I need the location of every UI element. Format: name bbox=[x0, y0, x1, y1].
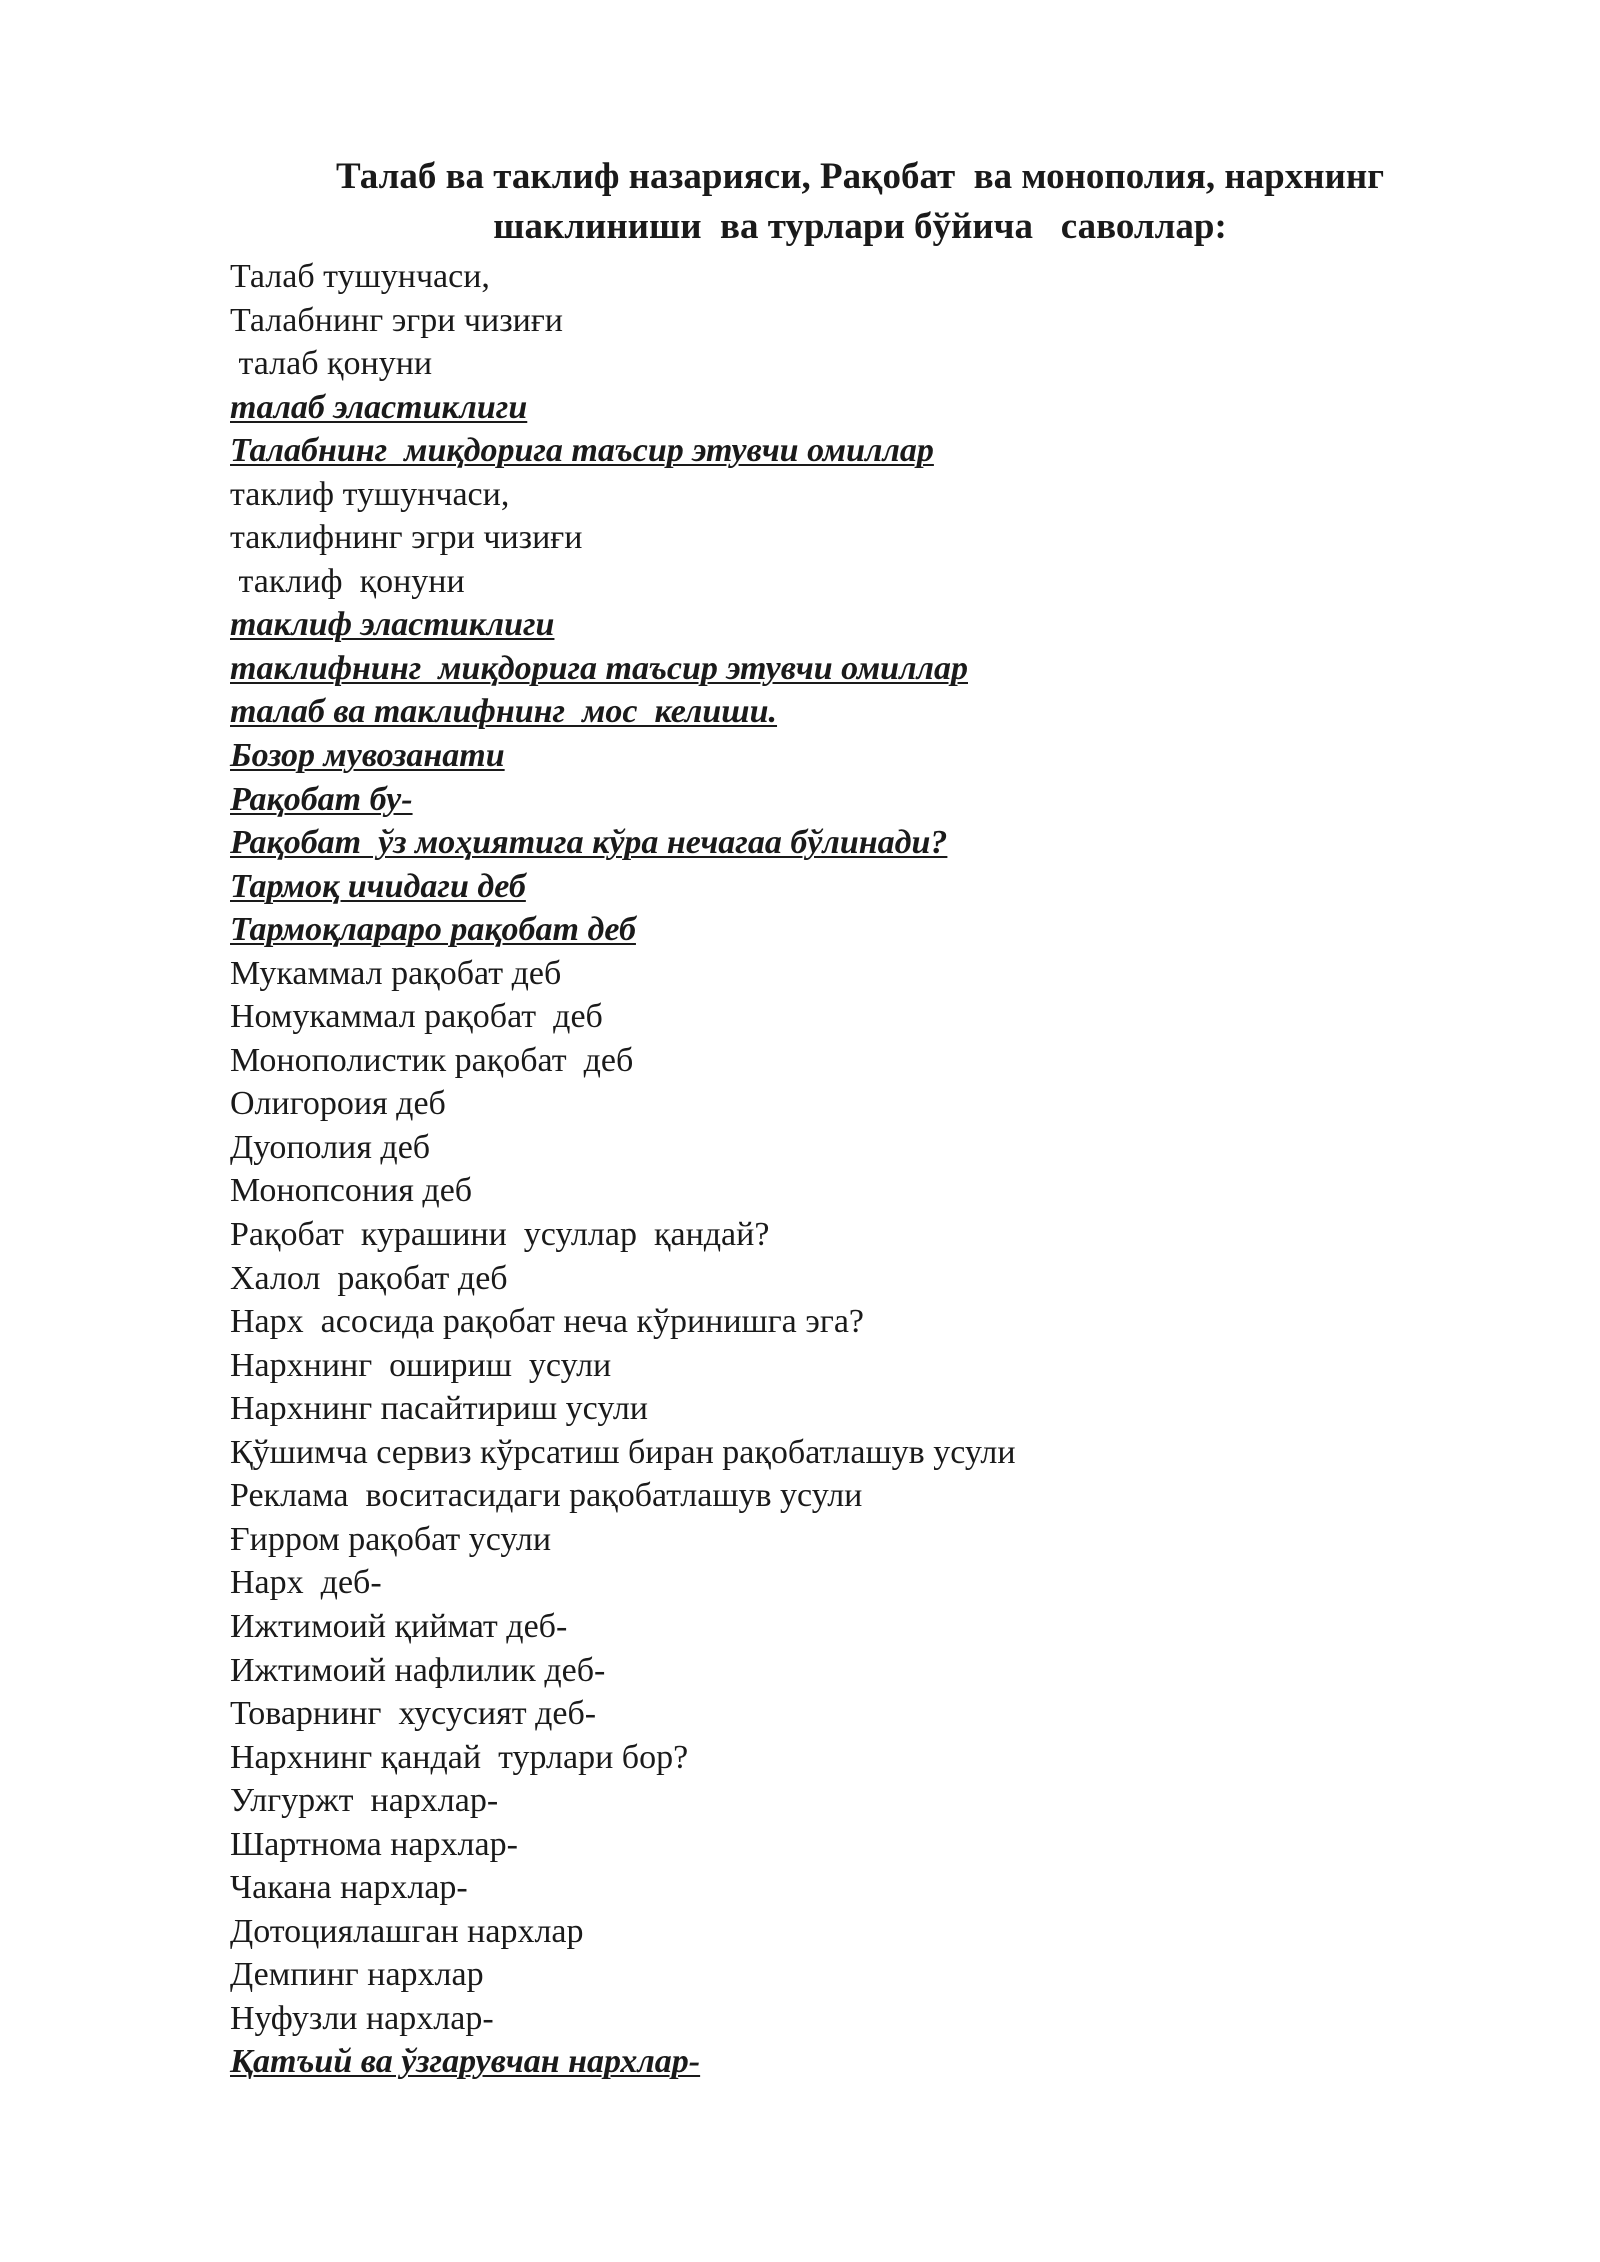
list-item-emphasized: Тармоқ ичидаги деб bbox=[230, 867, 526, 905]
list-item: Товарнинг хусусият деб- bbox=[230, 1695, 597, 1733]
list-item: талаб қонуни bbox=[230, 345, 433, 383]
list-item-emphasized: талаб эластиклиги bbox=[230, 388, 528, 426]
list-item: Нархнинг қандай турлари бор? bbox=[230, 1738, 689, 1776]
list-item: Монопсония деб bbox=[230, 1172, 473, 1210]
list-item-emphasized: Талабнинг миқдорига таъсир этувчи омиллар bbox=[230, 432, 934, 470]
list-item: Олигороия деб bbox=[230, 1085, 446, 1123]
list-item-emphasized: Тармоқлараро рақобат деб bbox=[230, 911, 636, 949]
list-item: Демпинг нархлар bbox=[230, 1956, 484, 1994]
list-item-emphasized: Рақобат ўз моҳиятига кўра нечагаа бўлинади? bbox=[230, 824, 948, 862]
list-item: Талаб тушунчаси, bbox=[230, 258, 490, 295]
list-item-emphasized: Қатъий ва ўзгарувчан нархлар- bbox=[230, 2043, 701, 2081]
list-item: Рақобат курашини усуллар қандай? bbox=[230, 1216, 770, 1254]
list-item-emphasized: таклиф эластиклиги bbox=[230, 606, 555, 644]
list-item: Нарх деб- bbox=[230, 1564, 382, 1602]
list-item: Улгуржт нархлар- bbox=[230, 1782, 499, 1820]
list-item: Нархнинг ошириш усули bbox=[230, 1346, 612, 1384]
list-item: Қўшимча сервиз кўрсатиш биран рақобатлашув усули bbox=[230, 1433, 1016, 1471]
list-item: Нархнинг пасайтириш усули bbox=[230, 1390, 648, 1428]
title-line-1: Талаб ва таклиф назарияси, Рақобат ва монополия, нархнинг bbox=[335, 156, 1384, 197]
list-item-emphasized: таклифнинг миқдорига таъсир этувчи омиллар bbox=[230, 649, 968, 687]
list-item: Нуфузли нархлар- bbox=[230, 1999, 494, 2037]
list-item: Ижтимоий қиймат деб- bbox=[230, 1607, 568, 1645]
list-item: Реклама воситасидаги рақобатлашув усули bbox=[230, 1477, 863, 1515]
list-item-emphasized: Рақобат бу- bbox=[230, 780, 413, 818]
list-item: Дуополия деб bbox=[230, 1128, 431, 1166]
list-item: Шартнома нархлар- bbox=[230, 1825, 518, 1863]
list-item: Халол рақобат деб bbox=[230, 1259, 508, 1297]
title-line-2: шаклиниши ва турлари бўйича саволлар: bbox=[493, 206, 1227, 247]
list-item: таклиф қонуни bbox=[230, 562, 465, 600]
list-item: Нарх асосида рақобат неча кўринишга эга? bbox=[230, 1303, 864, 1341]
list-item: Мукаммал рақобат деб bbox=[230, 954, 562, 992]
question-list bbox=[230, 255, 1016, 2084]
list-item: таклиф тушунчаси, bbox=[230, 475, 510, 513]
list-item: Ижтимоий нафлилик деб- bbox=[230, 1651, 606, 1689]
list-item-emphasized: Бозор мувозанати bbox=[230, 737, 505, 775]
list-item-emphasized: талаб ва таклифнинг мос келиши. bbox=[230, 693, 778, 731]
list-item: Талабнинг эгри чизиғи bbox=[230, 301, 563, 339]
list-item: таклифнинг эгри чизиғи bbox=[230, 519, 583, 557]
list-item: Чакана нархлар- bbox=[230, 1869, 468, 1907]
list-item: Ғирром рақобат усули bbox=[230, 1520, 552, 1558]
list-item: Дотоциялашган нархлар bbox=[230, 1912, 584, 1950]
page-title bbox=[230, 152, 1490, 252]
list-item: Монополистик рақобат деб bbox=[230, 1041, 634, 1079]
list-item: Номукаммал рақобат деб bbox=[230, 998, 603, 1036]
